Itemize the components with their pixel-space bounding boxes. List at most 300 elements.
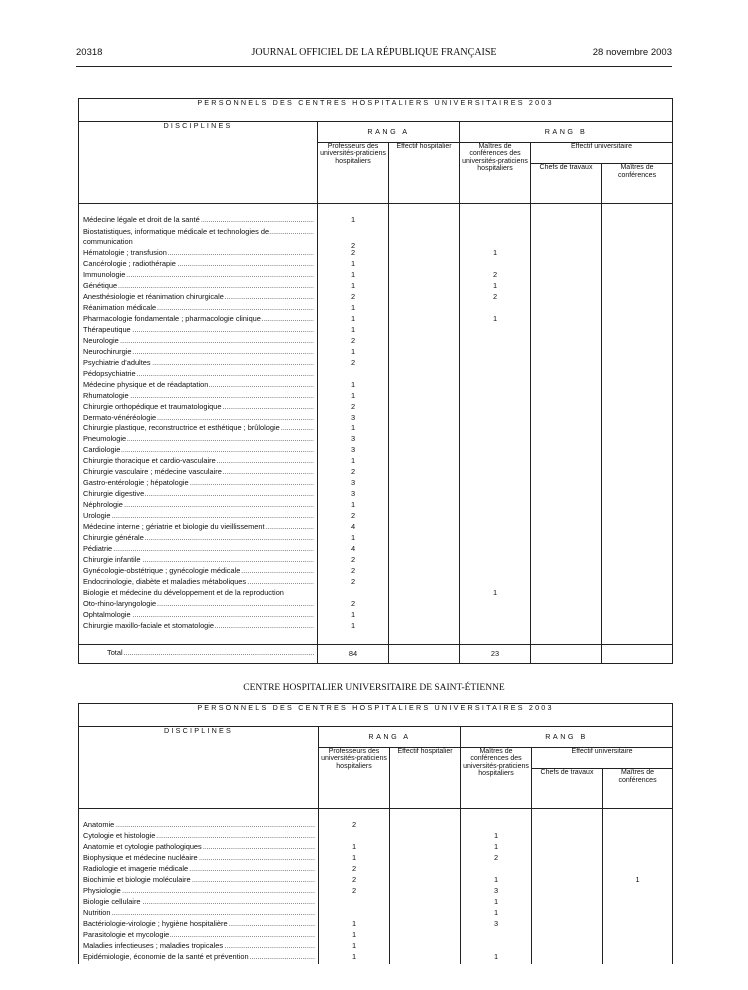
professeurs-value: 1	[318, 392, 389, 403]
chefs-de-travaux-value	[532, 953, 603, 964]
discipline-name: Chirurgie digestive .....	[79, 490, 318, 501]
discipline-name: Gastro-entérologie ; hépatologie .....	[79, 479, 318, 490]
chefs-de-travaux-value	[531, 370, 602, 381]
table-row	[79, 490, 673, 501]
maitres-de-conferences-value	[602, 578, 673, 589]
chefs-de-travaux-value	[532, 832, 603, 843]
discipline-name: Réanimation médicale .....	[79, 304, 318, 315]
effectif-hospitalier-value	[389, 479, 460, 490]
discipline-name: Chirurgie orthopédique et traumatologique .....	[79, 403, 318, 414]
maitres-de-conferences-value	[602, 490, 673, 501]
effectif-hospitalier-value	[389, 501, 460, 512]
professeurs-value: 1	[318, 216, 389, 227]
effectif-hospitalier-value	[390, 821, 461, 832]
professeurs-value: 3	[318, 490, 389, 501]
chefs-de-travaux-value	[531, 479, 602, 490]
professeurs-value: 2	[318, 556, 389, 567]
discipline-name: Chirurgie infantile .....	[79, 556, 318, 567]
discipline-name: Médecine interne ; gériatrie et biologie du vieillissement .....	[79, 523, 318, 534]
chefs-de-travaux-value	[531, 260, 602, 271]
table-row	[79, 821, 673, 832]
professeurs-value: 2	[318, 293, 389, 304]
discipline-name: Pharmacologie fondamentale ; pharmacologie clinique .....	[79, 315, 318, 326]
discipline-name: Urologie .....	[79, 512, 318, 523]
effectif-hospitalier-value	[389, 260, 460, 271]
maitres-de-conferences-value	[602, 457, 673, 468]
section-title: CENTRE HOSPITALIER UNIVERSITAIRE DE SAINT-ÉTIENNE	[243, 683, 505, 693]
professeurs-value: 2	[319, 876, 390, 887]
discipline-name: Chirurgie générale .....	[79, 534, 318, 545]
maitres-de-conferences-value	[602, 435, 673, 446]
effectif-hospitalier-header: Effectif hospitalier	[389, 143, 460, 204]
personnel-table-1	[78, 98, 673, 664]
maitres-de-conferences-value	[602, 260, 673, 271]
discipline-name: Endocrinologie, diabète et maladies métaboliques .....	[79, 578, 318, 589]
maitres-de-conferences-value: 1	[603, 876, 673, 887]
disciplines-header: DISCIPLINES	[79, 727, 319, 809]
discipline-name: Epidémiologie, économie de la santé et prévention .....	[79, 953, 319, 964]
effectif-hospitalier-value	[389, 578, 460, 589]
maitres-de-conferences-value	[602, 315, 673, 326]
maitres-de-conferences-value	[603, 821, 673, 832]
professeurs-value: 1	[319, 854, 390, 865]
maitres-value: 1	[460, 589, 531, 600]
maitres-value	[460, 403, 531, 414]
maitres-value	[460, 337, 531, 348]
maitres-value	[460, 227, 531, 249]
rang-b-header: RANG B	[461, 727, 673, 748]
discipline-name: Neurochirurgie .....	[79, 348, 318, 359]
professeurs-value: 4	[318, 523, 389, 534]
table-row	[79, 348, 673, 359]
discipline-name: Néphrologie .....	[79, 501, 318, 512]
chefs-de-travaux-value	[531, 359, 602, 370]
maitres-de-conferences-value	[602, 216, 673, 227]
maitres-value	[460, 501, 531, 512]
effectif-hospitalier-value	[389, 337, 460, 348]
chefs-de-travaux-value	[531, 424, 602, 435]
chefs-de-travaux-value	[531, 348, 602, 359]
table-row	[79, 854, 673, 865]
maitres-de-conferences-header: Maîtres de conférences	[602, 164, 673, 204]
table-row	[79, 556, 673, 567]
effectif-hospitalier-value	[389, 490, 460, 501]
maitres-de-conferences-value	[602, 414, 673, 425]
chefs-de-travaux-value	[531, 523, 602, 534]
maitres-value: 1	[460, 315, 531, 326]
maitres-value	[460, 622, 531, 633]
discipline-name: Hématologie ; transfusion .....	[79, 249, 318, 260]
effectif-hospitalier-value	[389, 468, 460, 479]
chefs-de-travaux-value	[531, 578, 602, 589]
chefs-de-travaux-value	[531, 249, 602, 260]
effectif-hospitalier-value	[389, 381, 460, 392]
table-row	[79, 424, 673, 435]
maitres-value: 2	[461, 854, 532, 865]
maitres-value	[460, 512, 531, 523]
discipline-name: Biostatistiques, informatique médicale et technologies de communication .....	[79, 227, 318, 249]
table-row	[79, 260, 673, 271]
header-rule	[76, 66, 672, 67]
maitres-de-conferences-value	[602, 359, 673, 370]
chefs-de-travaux-value	[531, 403, 602, 414]
effectif-hospitalier-value	[389, 315, 460, 326]
maitres-de-conferences-value	[603, 953, 673, 964]
maitres-de-conferences-value	[602, 381, 673, 392]
professeurs-value: 1	[318, 348, 389, 359]
chefs-de-travaux-value	[532, 865, 603, 876]
maitres-value	[460, 435, 531, 446]
chefs-de-travaux-value	[531, 534, 602, 545]
professeurs-header: Professeurs des universités-praticiens hospitaliers	[319, 748, 390, 809]
maitres-value	[460, 611, 531, 622]
maitres-value: 2	[460, 293, 531, 304]
table-row	[79, 622, 673, 633]
professeurs-value: 1	[318, 457, 389, 468]
table-row	[79, 512, 673, 523]
maitres-value	[461, 942, 532, 953]
discipline-name: Chirurgie vasculaire ; médecine vasculaire .....	[79, 468, 318, 479]
chefs-de-travaux-value	[531, 611, 602, 622]
table-row	[79, 249, 673, 260]
maitres-de-conferences-value	[602, 468, 673, 479]
maitres-de-conferences-value	[602, 424, 673, 435]
table-row	[79, 479, 673, 490]
effectif-hospitalier-value	[390, 920, 461, 931]
professeurs-value: 2	[318, 468, 389, 479]
chefs-de-travaux-value	[532, 931, 603, 942]
discipline-name: Médecine physique et de réadaptation .....	[79, 381, 318, 392]
chefs-de-travaux-value	[531, 457, 602, 468]
maitres-de-conferences-value	[602, 348, 673, 359]
maitres-value: 3	[461, 887, 532, 898]
maitres-value	[460, 457, 531, 468]
professeurs-value: 2	[318, 249, 389, 260]
chefs-de-travaux-value	[531, 293, 602, 304]
professeurs-value: 2	[318, 567, 389, 578]
maitres-value	[460, 468, 531, 479]
maitres-de-conferences-value	[603, 920, 673, 931]
table-row	[79, 414, 673, 425]
effectif-hospitalier-value	[390, 931, 461, 942]
effectif-hospitalier-value	[389, 523, 460, 534]
professeurs-value: 1	[319, 920, 390, 931]
chefs-de-travaux-value	[532, 898, 603, 909]
table-row	[79, 534, 673, 545]
maitres-value	[460, 523, 531, 534]
discipline-name: Pédopsychiatrie .....	[79, 370, 318, 381]
professeurs-value: 1	[319, 931, 390, 942]
professeurs-value: 1	[318, 271, 389, 282]
table-row	[79, 589, 673, 600]
table-title: PERSONNELS DES CENTRES HOSPITALIERS UNIVERSITAIRES 2003	[79, 99, 673, 122]
effectif-hospitalier-value	[389, 435, 460, 446]
professeurs-value: 1	[318, 611, 389, 622]
chefs-de-travaux-value	[532, 909, 603, 920]
effectif-hospitalier-value	[390, 887, 461, 898]
professeurs-header: Professeurs des universités-praticiens hospitaliers	[318, 143, 389, 204]
table-row	[79, 403, 673, 414]
effectif-hospitalier-value	[390, 843, 461, 854]
professeurs-value: 3	[318, 479, 389, 490]
professeurs-value: 1	[318, 534, 389, 545]
maitres-de-conferences-value	[603, 832, 673, 843]
maitres-value: 1	[460, 249, 531, 260]
professeurs-value: 4	[318, 545, 389, 556]
table-row	[79, 293, 673, 304]
table-row	[79, 942, 673, 953]
professeurs-value: 2	[318, 359, 389, 370]
table-row	[79, 392, 673, 403]
maitres-header: Maîtres de conférences des universités-praticiens hospitaliers	[460, 143, 531, 204]
table-row	[79, 600, 673, 611]
table-1-body	[79, 216, 673, 633]
maitres-de-conferences-value	[603, 931, 673, 942]
rang-b-header: RANG B	[460, 122, 673, 143]
chefs-de-travaux-value	[532, 920, 603, 931]
chefs-de-travaux-value	[531, 435, 602, 446]
discipline-name: Pédiatrie .....	[79, 545, 318, 556]
professeurs-value: 1	[318, 304, 389, 315]
maitres-de-conferences-value	[602, 600, 673, 611]
maitres-value	[460, 216, 531, 227]
chefs-de-travaux-value	[531, 556, 602, 567]
discipline-name: Biologie et médecine du développement et de la reproduction	[79, 589, 318, 600]
maitres-value: 1	[461, 898, 532, 909]
chefs-de-travaux-value	[532, 843, 603, 854]
chefs-de-travaux-value	[532, 854, 603, 865]
discipline-name: Neurologie .....	[79, 337, 318, 348]
professeurs-value: 1	[318, 326, 389, 337]
professeurs-value: 3	[318, 446, 389, 457]
maitres-value	[460, 414, 531, 425]
effectif-hospitalier-value	[389, 622, 460, 633]
maitres-value	[460, 600, 531, 611]
maitres-value: 1	[460, 282, 531, 293]
effectif-hospitalier-value	[389, 227, 460, 249]
professeurs-value: 1	[318, 424, 389, 435]
maitres-de-conferences-value	[602, 479, 673, 490]
discipline-name: Radiologie et imagerie médicale .....	[79, 865, 319, 876]
effectif-hospitalier-value	[389, 512, 460, 523]
maitres-value	[460, 479, 531, 490]
chefs-de-travaux-value	[531, 381, 602, 392]
table-title: PERSONNELS DES CENTRES HOSPITALIERS UNIVERSITAIRES 2003	[79, 704, 673, 727]
table-row	[79, 931, 673, 942]
maitres-de-conferences-value	[602, 567, 673, 578]
discipline-name: Parasitologie et mycologie .....	[79, 931, 319, 942]
discipline-name: Physiologie .....	[79, 887, 319, 898]
effectif-universitaire-header: Effectif universitaire	[531, 143, 673, 164]
discipline-name: Génétique .....	[79, 282, 318, 293]
effectif-hospitalier-value	[389, 446, 460, 457]
maitres-value	[460, 370, 531, 381]
table-row	[79, 381, 673, 392]
discipline-name: Pneumologie .....	[79, 435, 318, 446]
total-row	[79, 644, 673, 663]
maitres-value: 1	[461, 832, 532, 843]
maitres-de-conferences-value	[602, 249, 673, 260]
professeurs-value: 1	[318, 501, 389, 512]
professeurs-value: 1	[318, 315, 389, 326]
effectif-hospitalier-value	[389, 457, 460, 468]
chefs-de-travaux-value	[531, 501, 602, 512]
chefs-de-travaux-value	[531, 468, 602, 479]
maitres-value: 1	[461, 909, 532, 920]
maitres-de-conferences-value	[602, 545, 673, 556]
maitres-value: 1	[461, 953, 532, 964]
chefs-de-travaux-value	[532, 821, 603, 832]
maitres-value	[460, 359, 531, 370]
discipline-name: Bactériologie-virologie ; hygiène hospitalière .....	[79, 920, 319, 931]
professeurs-value: 2	[319, 887, 390, 898]
table-row	[79, 457, 673, 468]
rang-a-header: RANG A	[319, 727, 461, 748]
maitres-de-conferences-value	[602, 589, 673, 600]
effectif-hospitalier-header: Effectif hospitalier	[390, 748, 461, 809]
total-maitres: 23	[460, 644, 531, 663]
table-row	[79, 216, 673, 227]
professeurs-value: 2	[318, 227, 389, 249]
journal-title: JOURNAL OFFICIEL DE LA RÉPUBLIQUE FRANÇAISE	[251, 47, 497, 58]
maitres-value	[460, 534, 531, 545]
professeurs-value: 2	[318, 337, 389, 348]
maitres-value: 3	[461, 920, 532, 931]
maitres-de-conferences-value	[602, 370, 673, 381]
table-row	[79, 271, 673, 282]
professeurs-value	[319, 898, 390, 909]
maitres-de-conferences-value	[603, 887, 673, 898]
chefs-de-travaux-value	[531, 490, 602, 501]
maitres-value	[460, 556, 531, 567]
table-row	[79, 832, 673, 843]
total-professeurs: 84	[318, 644, 389, 663]
table-row	[79, 227, 673, 249]
maitres-de-conferences-value	[602, 392, 673, 403]
professeurs-value: 2	[318, 578, 389, 589]
maitres-de-conferences-value	[602, 501, 673, 512]
effectif-hospitalier-value	[389, 304, 460, 315]
discipline-name: Psychiatrie d'adultes .....	[79, 359, 318, 370]
table-row	[79, 315, 673, 326]
effectif-hospitalier-value	[389, 589, 460, 600]
chefs-de-travaux-value	[531, 337, 602, 348]
maitres-de-conferences-value	[603, 898, 673, 909]
maitres-de-conferences-value	[603, 942, 673, 953]
maitres-de-conferences-value	[602, 337, 673, 348]
chefs-de-travaux-value	[531, 545, 602, 556]
maitres-de-conferences-value	[602, 293, 673, 304]
discipline-name: Maladies infectieuses ; maladies tropicales .....	[79, 942, 319, 953]
maitres-de-conferences-value	[602, 403, 673, 414]
maitres-de-conferences-value	[602, 326, 673, 337]
maitres-value: 2	[460, 271, 531, 282]
maitres-de-conferences-value	[602, 282, 673, 293]
table-row	[79, 545, 673, 556]
table-row	[79, 468, 673, 479]
maitres-de-conferences-value	[602, 622, 673, 633]
chefs-de-travaux-value	[531, 282, 602, 293]
effectif-hospitalier-value	[390, 953, 461, 964]
effectif-hospitalier-value	[389, 611, 460, 622]
table-row	[79, 865, 673, 876]
professeurs-value: 2	[318, 403, 389, 414]
maitres-de-conferences-value	[603, 854, 673, 865]
maitres-de-conferences-value	[602, 271, 673, 282]
disciplines-header: DISCIPLINES	[79, 122, 318, 204]
table-row	[79, 920, 673, 931]
effectif-hospitalier-value	[390, 909, 461, 920]
maitres-value: 1	[461, 843, 532, 854]
chefs-de-travaux-value	[531, 216, 602, 227]
professeurs-value: 1	[319, 942, 390, 953]
effectif-hospitalier-value	[390, 942, 461, 953]
chefs-de-travaux-value	[532, 887, 603, 898]
effectif-hospitalier-value	[389, 567, 460, 578]
maitres-de-conferences-value	[602, 304, 673, 315]
professeurs-value: 3	[318, 414, 389, 425]
maitres-de-conferences-value	[602, 446, 673, 457]
effectif-hospitalier-value	[390, 832, 461, 843]
total-label: Total .....	[79, 644, 318, 663]
chefs-de-travaux-value	[531, 414, 602, 425]
chefs-de-travaux-value	[531, 567, 602, 578]
discipline-name: Biophysique et médecine nucléaire .....	[79, 854, 319, 865]
page-number: 20318	[76, 47, 103, 58]
discipline-name: Thérapeutique .....	[79, 326, 318, 337]
professeurs-value: 2	[318, 600, 389, 611]
professeurs-value	[318, 370, 389, 381]
chefs-de-travaux-header: Chefs de travaux	[531, 164, 602, 204]
chefs-de-travaux-value	[531, 622, 602, 633]
discipline-name: Gynécologie-obstétrique ; gynécologie médicale .....	[79, 567, 318, 578]
effectif-hospitalier-value	[390, 898, 461, 909]
personnel-table-2	[78, 703, 673, 964]
chefs-de-travaux-value	[532, 876, 603, 887]
chefs-de-travaux-value	[531, 227, 602, 249]
discipline-name: Cancérologie ; radiothérapie .....	[79, 260, 318, 271]
chefs-de-travaux-value	[531, 392, 602, 403]
effectif-hospitalier-value	[389, 392, 460, 403]
maitres-value	[460, 446, 531, 457]
professeurs-value: 1	[319, 953, 390, 964]
maitres-de-conferences-value	[602, 611, 673, 622]
table-row	[79, 304, 673, 315]
chefs-de-travaux-value	[531, 326, 602, 337]
effectif-universitaire-header: Effectif universitaire	[532, 748, 673, 769]
maitres-de-conferences-value	[602, 556, 673, 567]
discipline-name: Oto-rhino-laryngologie .....	[79, 600, 318, 611]
maitres-value	[461, 931, 532, 942]
table-row	[79, 446, 673, 457]
maitres-de-conferences-value	[602, 512, 673, 523]
table-row	[79, 337, 673, 348]
effectif-hospitalier-value	[389, 249, 460, 260]
discipline-name: Cytologie et histologie .....	[79, 832, 319, 843]
table-row	[79, 523, 673, 534]
maitres-value	[460, 381, 531, 392]
effectif-hospitalier-value	[389, 326, 460, 337]
maitres-header: Maîtres de conférences des universités-praticiens hospitaliers	[461, 748, 532, 809]
effectif-hospitalier-value	[390, 854, 461, 865]
chefs-de-travaux-value	[532, 942, 603, 953]
table-row	[79, 370, 673, 381]
table-row	[79, 887, 673, 898]
effectif-hospitalier-value	[389, 216, 460, 227]
table-row	[79, 501, 673, 512]
maitres-de-conferences-value	[602, 523, 673, 534]
chefs-de-travaux-value	[531, 271, 602, 282]
